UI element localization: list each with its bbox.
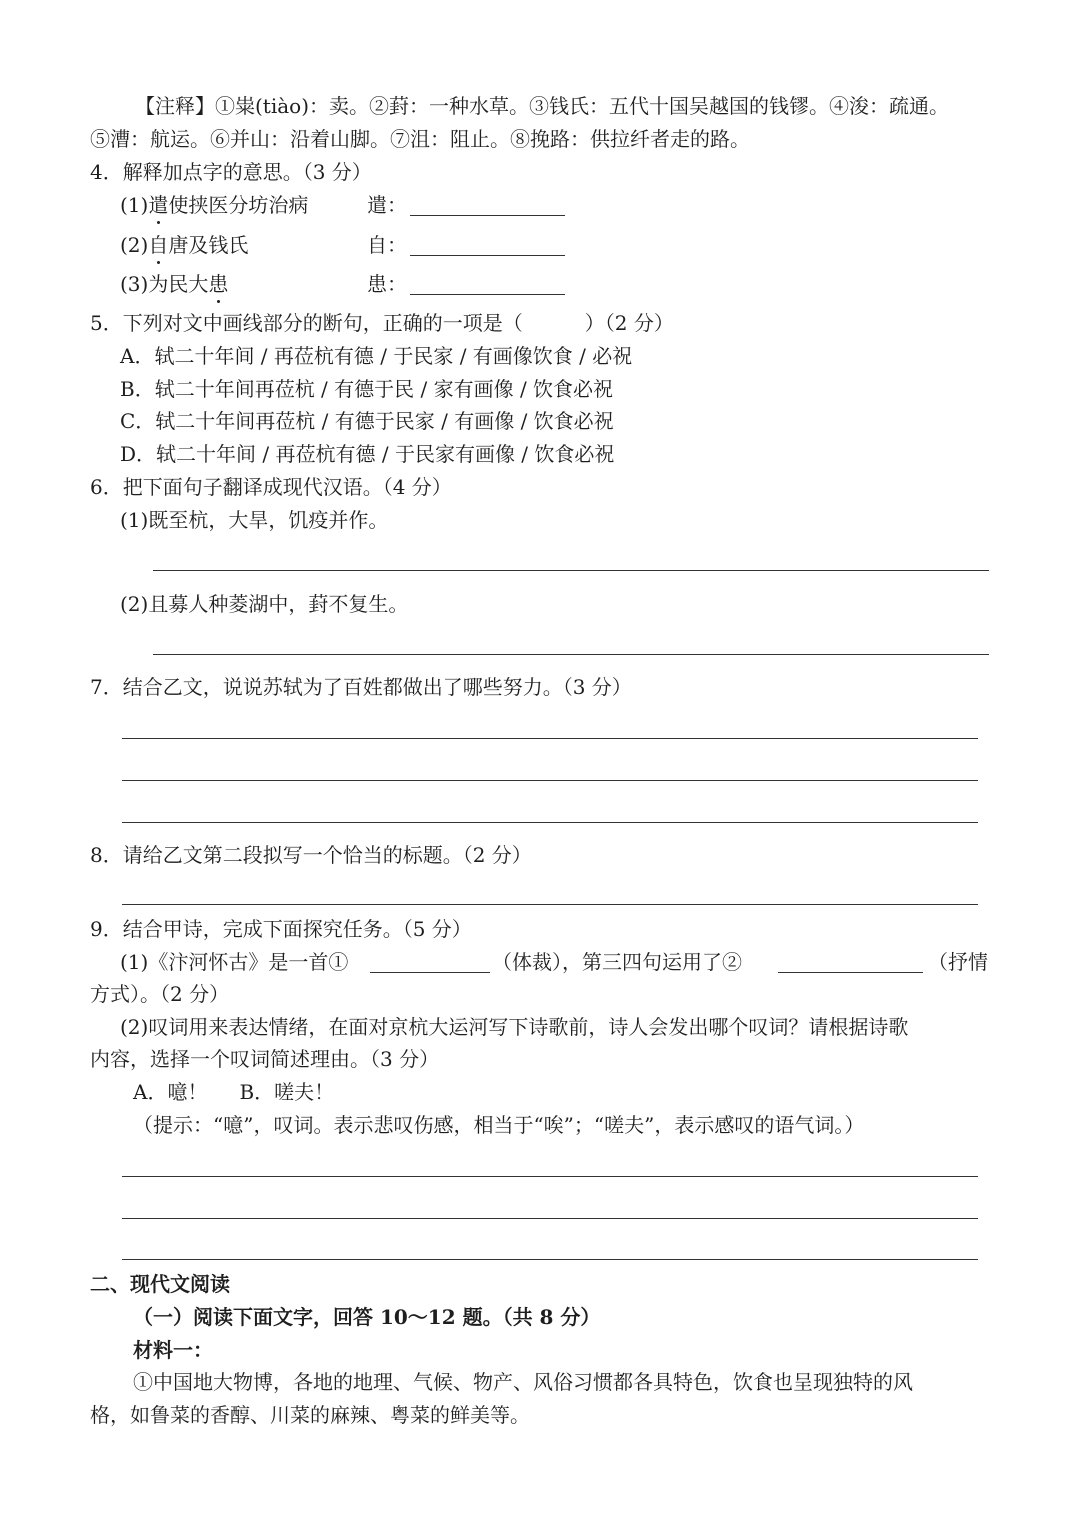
q9-part-2-a: (2)叹词用来表达情绪，在面对京杭大运河写下诗歌前，诗人会发出哪个叹词？请根据诗歌 — [120, 1015, 909, 1039]
q6-answer-line-2[interactable] — [153, 654, 989, 655]
q9-blank-1[interactable] — [370, 972, 490, 973]
q9-part-1-b: （体裁），第三四句运用了② — [492, 950, 742, 974]
q9-answer-line-3[interactable] — [122, 1259, 978, 1260]
material-label: 材料一： — [133, 1338, 213, 1362]
emphasis-dot-char: 遣 — [148, 193, 169, 217]
q4-stem: 4．解释加点字的意思。（3 分） — [90, 160, 372, 184]
q9-option-a: A．噫！ — [133, 1080, 208, 1104]
q4-answer-line-1[interactable] — [410, 215, 565, 216]
section-title: 二、现代文阅读 — [90, 1272, 230, 1296]
q5-stem: 5．下列对文中画线部分的断句，正确的一项是（ ）（2 分） — [90, 311, 674, 335]
q9-stem: 9．结合甲诗，完成下面探究任务。（5 分） — [90, 917, 472, 941]
section-subtitle: （一）阅读下面文字，回答 10～12 题。（共 8 分） — [133, 1305, 601, 1329]
notes-line-1: 【注释】①粜(tiào)：卖。②葑：一种水草。③钱氏：五代十国吴越国的钱镠。④浚：疏通。 — [135, 94, 950, 118]
q7-answer-line-1[interactable] — [122, 738, 978, 739]
q7-answer-line-2[interactable] — [122, 780, 978, 781]
q4-item-2: (2)自唐及钱氏 — [120, 233, 249, 257]
q9-part-1-a: (1)《汴河怀古》是一首① — [120, 950, 349, 974]
q8-stem: 8．请给乙文第二段拟写一个恰当的标题。（2 分） — [90, 843, 532, 867]
q9-part-1-c: （抒情 — [928, 950, 988, 974]
q8-answer-line[interactable] — [122, 904, 978, 905]
q9-answer-line-2[interactable] — [122, 1218, 978, 1219]
q4-item-1: (1)遣使挟医分坊治病 — [120, 193, 309, 217]
q4-item-3: (3)为民大患 — [120, 272, 229, 296]
material-para-1: ①中国地大物博，各地的地理、气候、物产、风俗习惯都各具特色，饮食也呈现独特的风 — [133, 1370, 913, 1394]
q5-option-a: A．轼二十年间 / 再莅杭有德 / 于民家 / 有画像饮食 / 必祝 — [120, 344, 633, 368]
material-para-2: 格，如鲁菜的香醇、川菜的麻辣、粤菜的鲜美等。 — [90, 1403, 530, 1427]
q5-option-d: D．轼二十年间 / 再莅杭有德 / 于民家有画像 / 饮食必祝 — [120, 442, 615, 466]
q9-options — [133, 1078, 334, 1106]
q4-label-3: 患： — [367, 272, 407, 296]
emphasis-dot-char: 患 — [208, 272, 229, 296]
q6-sentence-1: (1)既至杭，大旱，饥疫并作。 — [120, 508, 389, 532]
q7-answer-line-3[interactable] — [122, 822, 978, 823]
q9-part-2-b: 内容，选择一个叹词简述理由。（3 分） — [90, 1047, 440, 1071]
q9-hint: （提示：“噫”，叹词。表示悲叹伤感，相当于“唉”；“嗟夫”，表示感叹的语气词。） — [133, 1113, 865, 1137]
q6-answer-line-1[interactable] — [153, 570, 989, 571]
q9-part-1-d: 方式）。（2 分） — [90, 982, 230, 1006]
notes-line-2: ⑤漕：航运。⑥并山：沿着山脚。⑦沮：阻止。⑧挽路：供拉纤者走的路。 — [90, 127, 750, 151]
q9-answer-line-1[interactable] — [122, 1176, 978, 1177]
emphasis-dot-char: 自 — [148, 233, 169, 257]
q4-answer-line-2[interactable] — [410, 255, 565, 256]
q9-blank-2[interactable] — [778, 972, 923, 973]
q5-option-b: B．轼二十年间再莅杭 / 有德于民 / 家有画像 / 饮食必祝 — [120, 377, 614, 401]
q5-option-c: C．轼二十年间再莅杭 / 有德于民家 / 有画像 / 饮食必祝 — [120, 409, 614, 433]
q4-label-1: 遣： — [367, 193, 407, 217]
q6-stem: 6．把下面句子翻译成现代汉语。（4 分） — [90, 475, 452, 499]
q7-stem: 7．结合乙文，说说苏轼为了百姓都做出了哪些努力。（3 分） — [90, 675, 632, 699]
q9-option-b: B．嗟夫！ — [239, 1080, 335, 1104]
q6-sentence-2: (2)且募人种菱湖中，葑不复生。 — [120, 592, 409, 616]
q4-answer-line-3[interactable] — [410, 294, 565, 295]
q4-label-2: 自： — [367, 233, 407, 257]
